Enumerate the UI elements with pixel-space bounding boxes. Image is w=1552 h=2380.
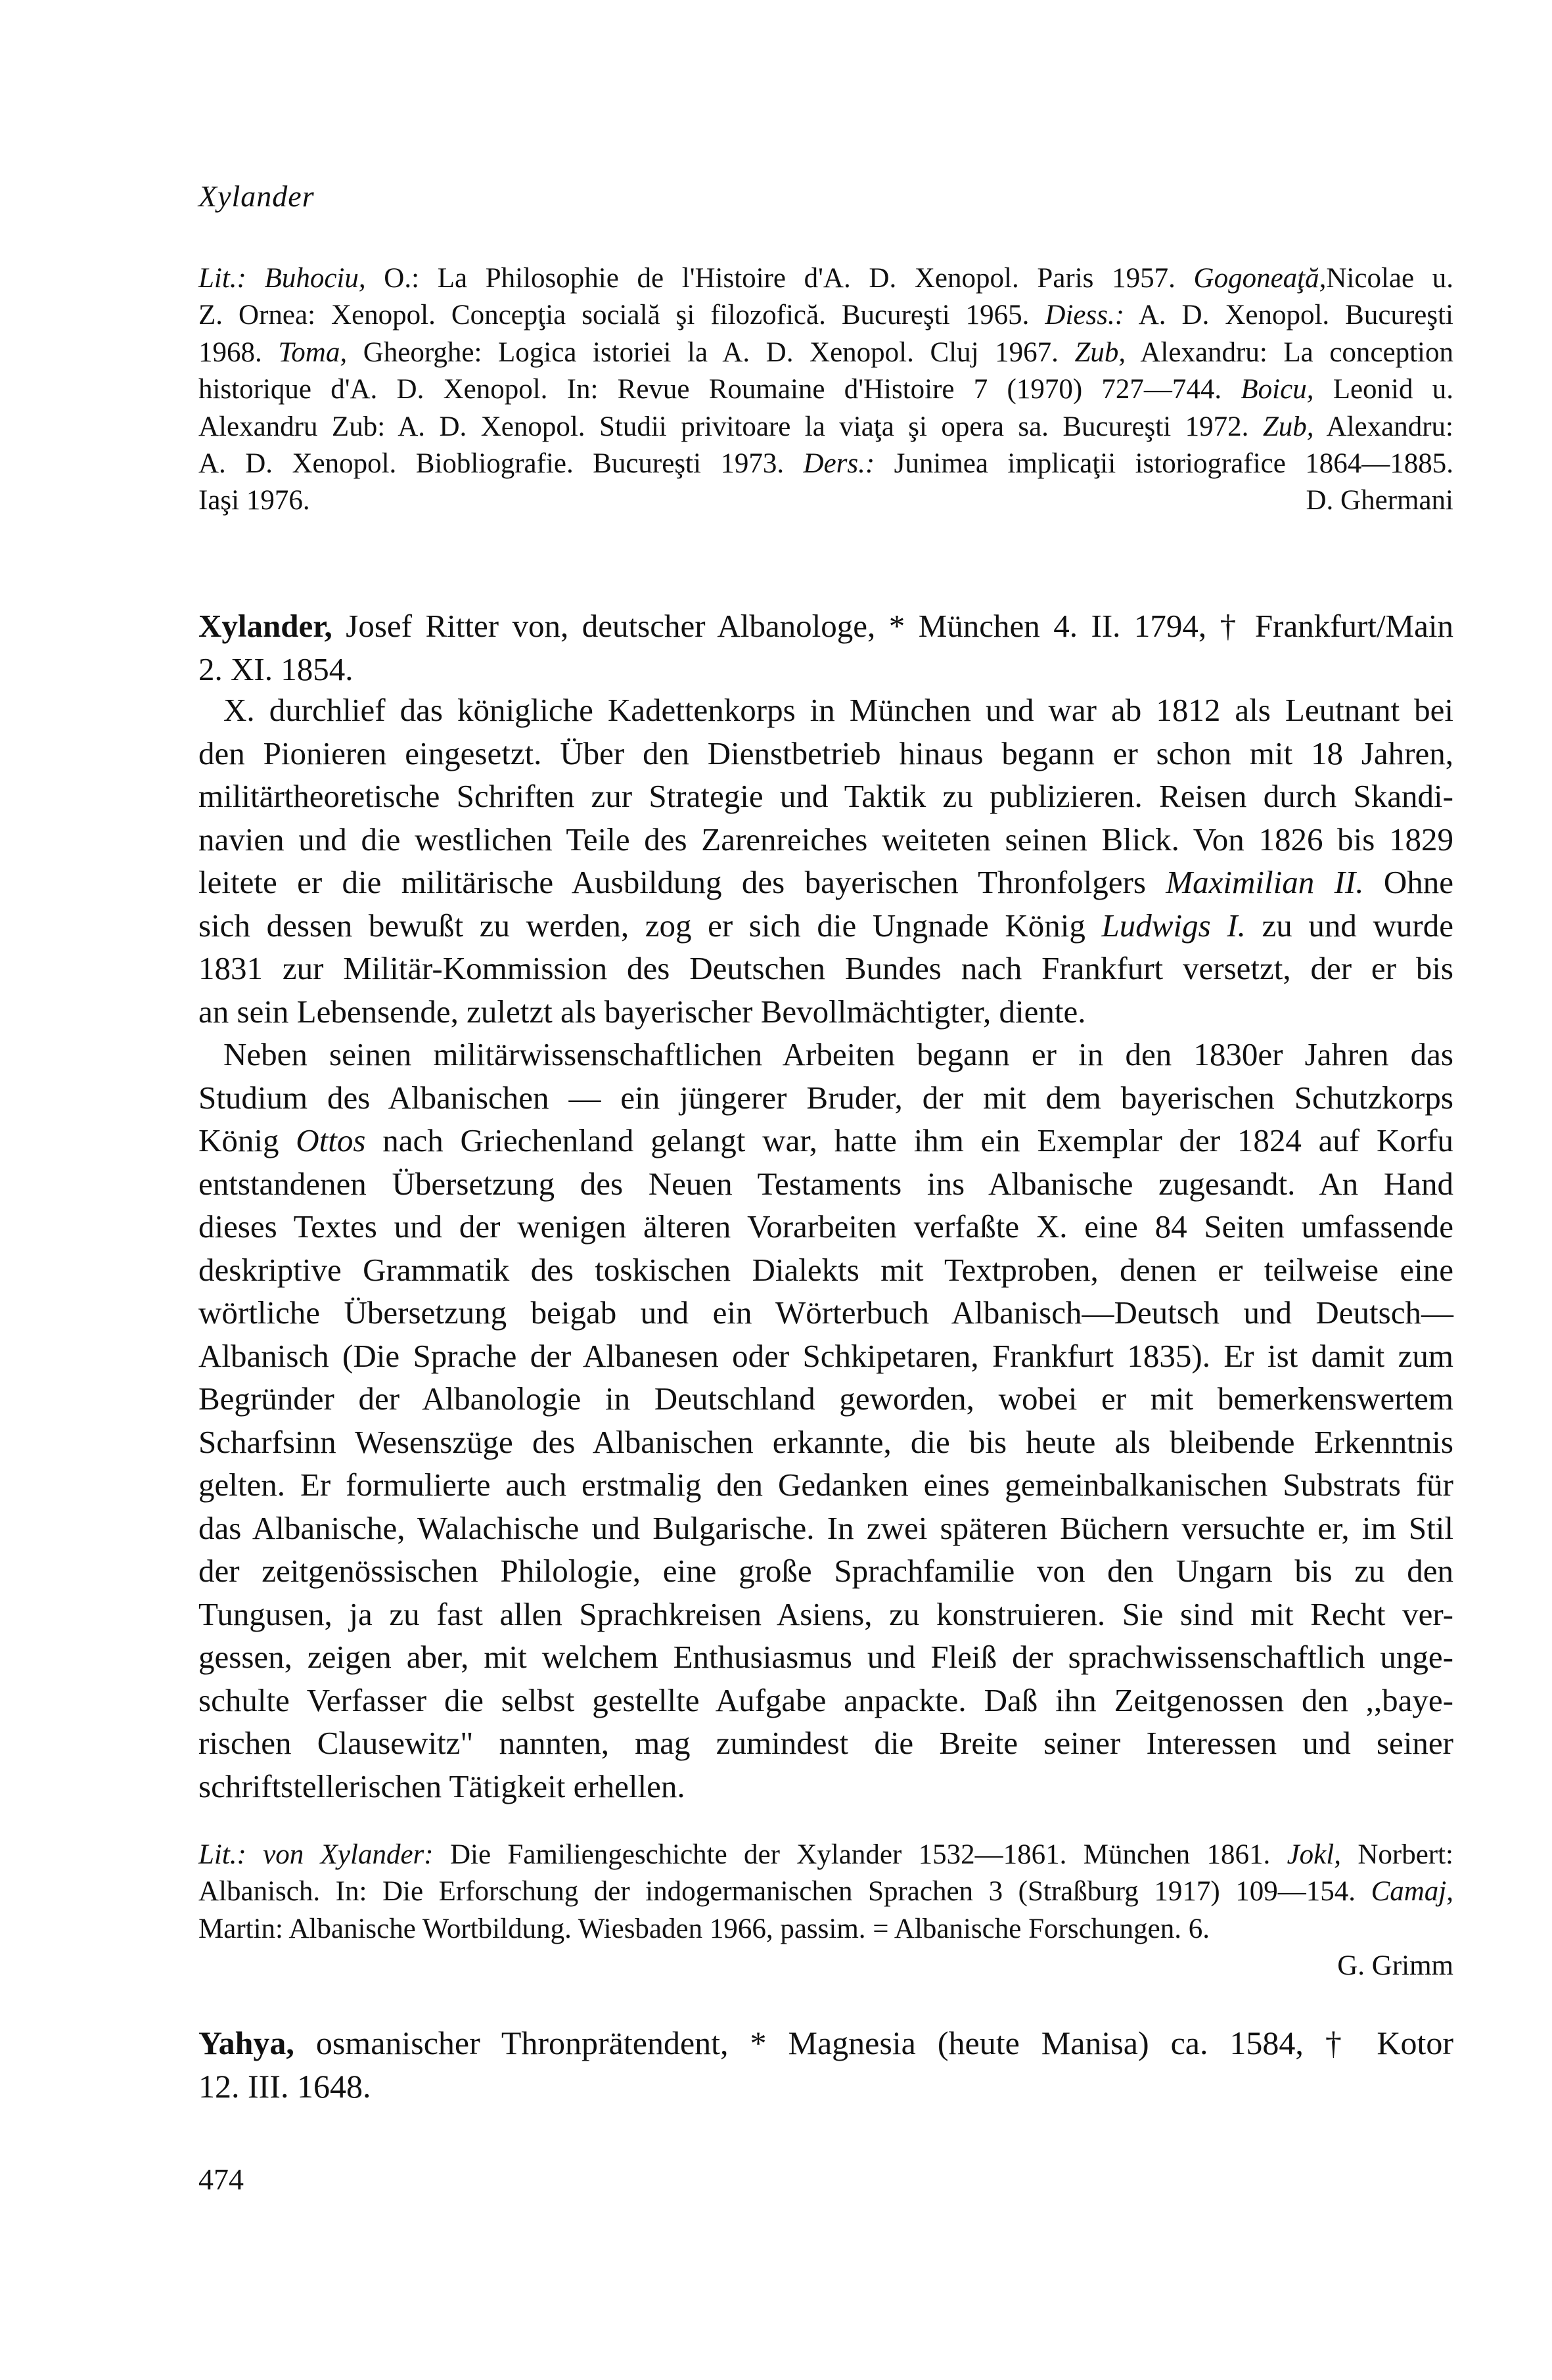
italic-segment: Maximilian II. bbox=[1166, 864, 1364, 900]
text-line bbox=[198, 861, 1453, 904]
text-segment: Nicolae u. bbox=[1326, 263, 1453, 294]
text-segment: A. D. Xenopol. Bucureşti bbox=[1124, 300, 1453, 331]
text-line bbox=[198, 1765, 1453, 1808]
text-segment: schriftstellerischen Tätigkeit erhellen. bbox=[198, 1768, 685, 1804]
entry-name: Yahya, bbox=[198, 2025, 294, 2061]
text-segment: dieses Textes und der wenigen älteren Vorarbeiten verfaßte X. eine 84 Seiten umfassende bbox=[198, 1208, 1453, 1245]
running-head: Xylander bbox=[198, 179, 315, 213]
text-line bbox=[198, 260, 1453, 297]
text-segment: Scharfsinn Wesenszüge des Albanischen erkannte, die bis heute als bleibende Erkenntnis bbox=[198, 1423, 1453, 1460]
paragraph-2 bbox=[198, 1033, 1453, 1808]
text-segment: O.: La Philosophie de l'Histoire d'A. D. Xenopol. Paris 1957. bbox=[365, 263, 1194, 294]
entry-heading-dates: 12. III. 1648. bbox=[198, 2068, 371, 2105]
text-segment: der zeitgenössischen Philologie, eine große Sprachfamilie von den Ungarn bis zu den bbox=[198, 1553, 1453, 1589]
text-segment: Iaşi 1976. bbox=[198, 485, 310, 516]
text-segment: Leonid u. bbox=[1313, 374, 1453, 405]
italic-segment: Ludwigs I. bbox=[1101, 907, 1246, 944]
text-line bbox=[198, 1248, 1453, 1292]
italic-segment: Zub, bbox=[1074, 336, 1126, 368]
text-line bbox=[198, 689, 1453, 732]
text-segment: navien und die westlichen Teile des Zarenreiches weiteten seinen Blick. Von 1826 bis 1829 bbox=[198, 821, 1453, 858]
text-segment: Alexandru: bbox=[1313, 411, 1453, 442]
paragraph-lines bbox=[198, 689, 1453, 1033]
literature-lines bbox=[198, 1837, 1453, 1948]
text-segment: Albanisch. In: Die Erforschung der indogermanischen Sprachen 3 (Straßburg 1917) 109—154. bbox=[198, 1876, 1371, 1908]
italic-segment: Zub, bbox=[1262, 411, 1314, 442]
text-segment: Die Familiengeschichte der Xylander 1532—1861. München 1861. bbox=[433, 1839, 1287, 1870]
text-segment: an sein Lebensende, zuletzt als bayerischer Bevollmächtigter, diente. bbox=[198, 993, 1086, 1030]
paragraph-lines bbox=[198, 1033, 1453, 1808]
text-segment: Ohne bbox=[1363, 864, 1453, 900]
text-segment: X. durchlief das königliche Kadettenkorps in München und war ab 1812 als Leutnant bei bbox=[223, 692, 1453, 728]
literature-lines bbox=[198, 260, 1453, 520]
text-segment: Tungusen, ja zu fast allen Sprachkreisen Asiens, zu konstruieren. Sie sind mit Recht ver- bbox=[198, 1595, 1453, 1632]
text-line bbox=[198, 1507, 1453, 1550]
text-segment: Gheorghe: Logica istoriei la A. D. Xenopol. Cluj 1967. bbox=[347, 336, 1075, 368]
text-line bbox=[198, 1837, 1453, 1873]
text-segment: gessen, zeigen aber, mit welchem Enthusiasmus und Fleiß der sprachwissenschaftlich unge- bbox=[198, 1639, 1453, 1675]
text-segment: 1968. bbox=[198, 336, 279, 368]
text-line bbox=[198, 1593, 1453, 1636]
text-segment: schulte Verfasser die selbst gestellte Aufgabe anpackte. Daß ihn Zeitgenossen den ,,baye- bbox=[198, 1682, 1453, 1718]
author-signature: D. Ghermani bbox=[1306, 485, 1453, 516]
text-segment: Junimea implicaţii istoriografice 1864—1885. bbox=[875, 448, 1453, 480]
italic-segment: Gogoneaţă, bbox=[1193, 263, 1327, 294]
text-segment: den Pionieren eingesetzt. Über den Dienstbetrieb hinaus begann er schon mit 18 Jahren, bbox=[198, 735, 1453, 771]
text-segment: historique d'A. D. Xenopol. In: Revue Roumaine d'Histoire 7 (1970) 727—744. bbox=[198, 374, 1241, 405]
text-line bbox=[198, 1549, 1453, 1593]
text-segment: deskriptive Grammatik des toskischen Dialekts mit Textproben, denen er teilweise eine bbox=[198, 1251, 1453, 1288]
literature-block-xenopol bbox=[198, 260, 1453, 520]
text-line bbox=[198, 904, 1453, 948]
text-line bbox=[198, 1911, 1453, 1948]
entry-heading-line bbox=[198, 2021, 1453, 2065]
entry-heading-text: osmanischer Thronprätendent, * Magnesia (heute Manisa) ca. 1584, † Kotor bbox=[294, 2025, 1453, 2061]
text-line bbox=[198, 297, 1453, 334]
italic-segment: Camaj, bbox=[1371, 1876, 1453, 1908]
text-segment: Martin: Albanische Wortbildung. Wiesbaden 1966, passim. = Albanische Forschungen. 6. bbox=[198, 1913, 1210, 1944]
text-line bbox=[198, 1679, 1453, 1722]
text-segment: sich dessen bewußt zu werden, zog er sich die Ungnade König bbox=[198, 907, 1102, 944]
text-segment: Z. Ornea: Xenopol. Concepţia socială şi filozofică. Bucureşti 1965. bbox=[198, 300, 1045, 331]
text-segment: Norbert: bbox=[1340, 1839, 1453, 1870]
text-line bbox=[198, 818, 1453, 861]
text-line bbox=[198, 334, 1453, 371]
text-segment: gelten. Er formulierte auch erstmalig den Gedanken eines gemeinbalkanischen Substrats für bbox=[198, 1467, 1453, 1503]
text-line bbox=[198, 947, 1453, 990]
italic-segment: Ders.: bbox=[803, 448, 875, 480]
text-segment: leitete er die militärische Ausbildung des bayerischen Thronfolgers bbox=[198, 864, 1166, 900]
text-segment: entstandenen Übersetzung des Neuen Testaments ins Albanische zugesandt. An Hand bbox=[198, 1165, 1453, 1202]
text-line bbox=[198, 1636, 1453, 1679]
text-segment: Neben seinen militärwissenschaftlichen Arbeiten begann er in den 1830er Jahren das bbox=[223, 1036, 1453, 1072]
text-segment: wörtliche Übersetzung beigab und ein Wörterbuch Albanisch—Deutsch und Deutsch— bbox=[198, 1294, 1453, 1331]
italic-segment: Boicu, bbox=[1241, 374, 1314, 405]
text-segment: Alexandru Zub: A. D. Xenopol. Studii privitoare la viaţa şi opera sa. Bucureşti 1972. bbox=[198, 411, 1263, 442]
text-line bbox=[198, 1463, 1453, 1507]
entry-heading-text: Josef Ritter von, deutscher Albanologe, * München 4. II. 1794, † Frankfurt/Main bbox=[332, 608, 1453, 644]
text-line bbox=[198, 446, 1453, 482]
text-segment: A. D. Xenopol. Biobliografie. Bucureşti 1973. bbox=[198, 448, 804, 480]
text-line bbox=[198, 1335, 1453, 1378]
entry-heading-line bbox=[198, 605, 1453, 648]
text-segment: rischen Clausewitz" nannten, mag zumindest die Breite seiner Interessen und seiner bbox=[198, 1725, 1453, 1761]
text-segment: zu und wurde bbox=[1245, 907, 1453, 944]
text-line bbox=[198, 371, 1453, 408]
text-line bbox=[198, 1119, 1453, 1162]
italic-segment: Toma, bbox=[278, 336, 348, 368]
text-line bbox=[198, 1291, 1453, 1335]
text-line bbox=[198, 1205, 1453, 1248]
italic-segment: Ottos bbox=[296, 1122, 366, 1158]
italic-segment: Jokl, bbox=[1287, 1839, 1341, 1870]
text-segment: das Albanische, Walachische und Bulgarische. In zwei späteren Büchern versuchte er, im Stil bbox=[198, 1509, 1453, 1546]
text-segment: Alexandru: La conception bbox=[1126, 336, 1453, 368]
text-segment: Studium des Albanischen — ein jüngerer Bruder, der mit dem bayerischen Schutzkorps bbox=[198, 1079, 1453, 1116]
entry-name: Xylander, bbox=[198, 608, 332, 644]
text-segment: nach Griechenland gelangt war, hatte ihm ein Exemplar der 1824 auf Korfu bbox=[365, 1122, 1454, 1158]
text-segment: Begründer der Albanologie in Deutschland geworden, wobei er mit bemerkenswertem bbox=[198, 1381, 1453, 1417]
text-line bbox=[198, 732, 1453, 775]
text-line bbox=[198, 1873, 1453, 1910]
text-line bbox=[198, 990, 1453, 1034]
literature-block-xylander bbox=[198, 1837, 1453, 1985]
paragraph-1 bbox=[198, 689, 1453, 1033]
text-segment: 1831 zur Militär-Kommission des Deutschen Bundes nach Frankfurt versetzt, der er bis bbox=[198, 950, 1453, 986]
text-segment: König bbox=[198, 1122, 296, 1158]
text-line bbox=[198, 1377, 1453, 1421]
italic-segment: Lit.: Buhociu, bbox=[198, 263, 366, 294]
entry-heading-xylander bbox=[198, 605, 1453, 691]
page-number: 474 bbox=[198, 2163, 244, 2196]
text-segment: Albanisch (Die Sprache der Albanesen oder Schkipetaren, Frankfurt 1835). Er ist damit zum bbox=[198, 1337, 1453, 1374]
entry-heading-dates: 2. XI. 1854. bbox=[198, 651, 354, 687]
entry-heading-yahya bbox=[198, 2021, 1453, 2108]
italic-segment: Lit.: von Xylander: bbox=[198, 1839, 434, 1870]
text-line bbox=[198, 1162, 1453, 1206]
text-line bbox=[198, 1722, 1453, 1765]
text-line bbox=[198, 1033, 1453, 1076]
italic-segment: Diess.: bbox=[1045, 300, 1125, 331]
text-line bbox=[198, 1421, 1453, 1464]
text-segment: militärtheoretische Schriften zur Strategie und Taktik zu publizieren. Reisen durch Skandi- bbox=[198, 778, 1453, 814]
author-signature: G. Grimm bbox=[1337, 1950, 1453, 1982]
text-line bbox=[198, 775, 1453, 818]
text-line bbox=[198, 1076, 1453, 1120]
text-line bbox=[198, 409, 1453, 446]
